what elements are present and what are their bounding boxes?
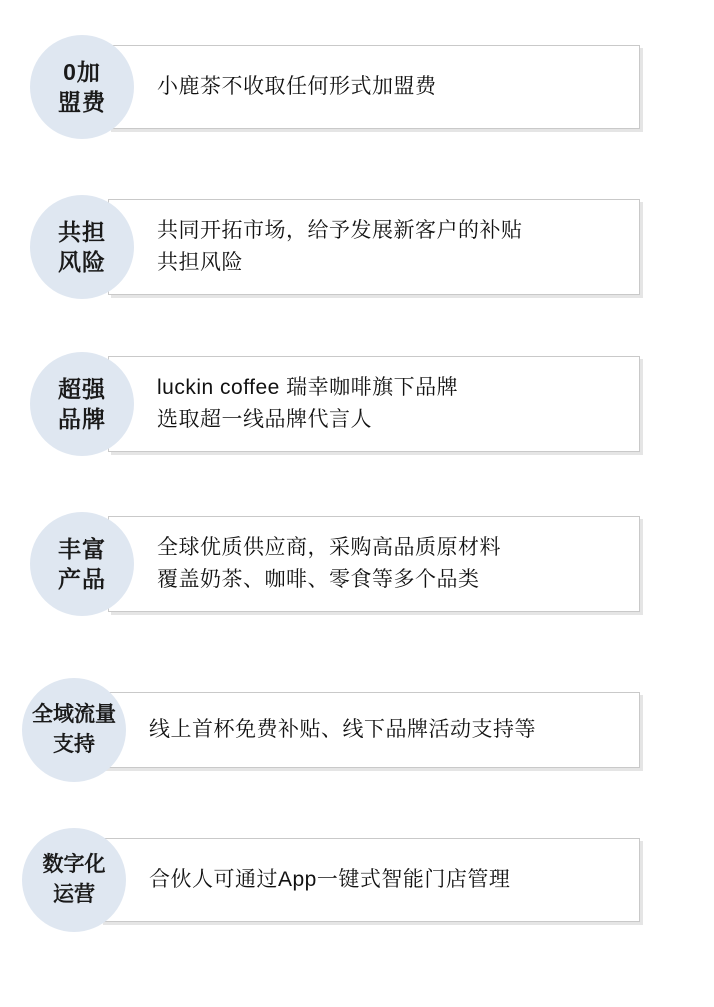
benefit-badge	[22, 828, 126, 932]
benefit-row	[30, 35, 640, 139]
benefit-panel	[108, 199, 640, 295]
benefit-badge-line: 超强	[58, 376, 106, 402]
benefit-row	[30, 352, 640, 456]
benefit-badge-line: 品牌	[58, 406, 106, 432]
benefit-text-line: 选取超一线品牌代言人	[157, 408, 372, 431]
benefit-panel	[100, 838, 640, 922]
benefit-badge	[30, 35, 134, 139]
benefit-text-line: 共同开拓市场，给予发展新客户的补贴	[157, 219, 523, 242]
benefit-badge	[30, 512, 134, 616]
benefit-badge	[22, 678, 126, 782]
benefit-row	[30, 195, 640, 299]
benefit-badge-line: 盟费	[58, 89, 106, 115]
benefit-badge-line: 共担	[58, 219, 106, 245]
benefit-badge-line: 丰富	[58, 536, 106, 562]
benefit-text-line: 线上首杯免费补贴、线下品牌活动支持等	[149, 718, 536, 741]
benefit-badge	[30, 195, 134, 299]
benefit-panel	[108, 516, 640, 612]
benefit-text-line: luckin coffee 瑞幸咖啡旗下品牌	[157, 376, 459, 399]
benefit-text-line: 全球优质供应商，采购高品质原材料	[157, 536, 501, 559]
benefit-panel	[100, 692, 640, 768]
benefit-badge-line: 产品	[58, 566, 106, 592]
benefit-badge-line: 全域流量	[32, 703, 116, 726]
benefit-badge-line: 运营	[53, 883, 95, 906]
benefit-text-line: 覆盖奶茶、咖啡、零食等多个品类	[157, 568, 480, 591]
benefit-panel	[108, 45, 640, 129]
benefit-text-line: 合伙人可通过App一键式智能门店管理	[149, 868, 511, 891]
benefit-row	[22, 828, 640, 932]
benefit-badge	[30, 352, 134, 456]
benefit-text-line: 共担风险	[157, 251, 243, 274]
benefit-row	[30, 512, 640, 616]
benefit-panel	[108, 356, 640, 452]
benefit-text-line: 小鹿茶不收取任何形式加盟费	[157, 75, 437, 98]
benefit-row	[22, 678, 640, 782]
benefit-badge-line: 风险	[58, 249, 106, 275]
benefit-badge-line: 数字化	[42, 853, 106, 876]
benefit-badge-line: 0加	[63, 59, 101, 85]
benefit-badge-line: 支持	[53, 733, 95, 756]
